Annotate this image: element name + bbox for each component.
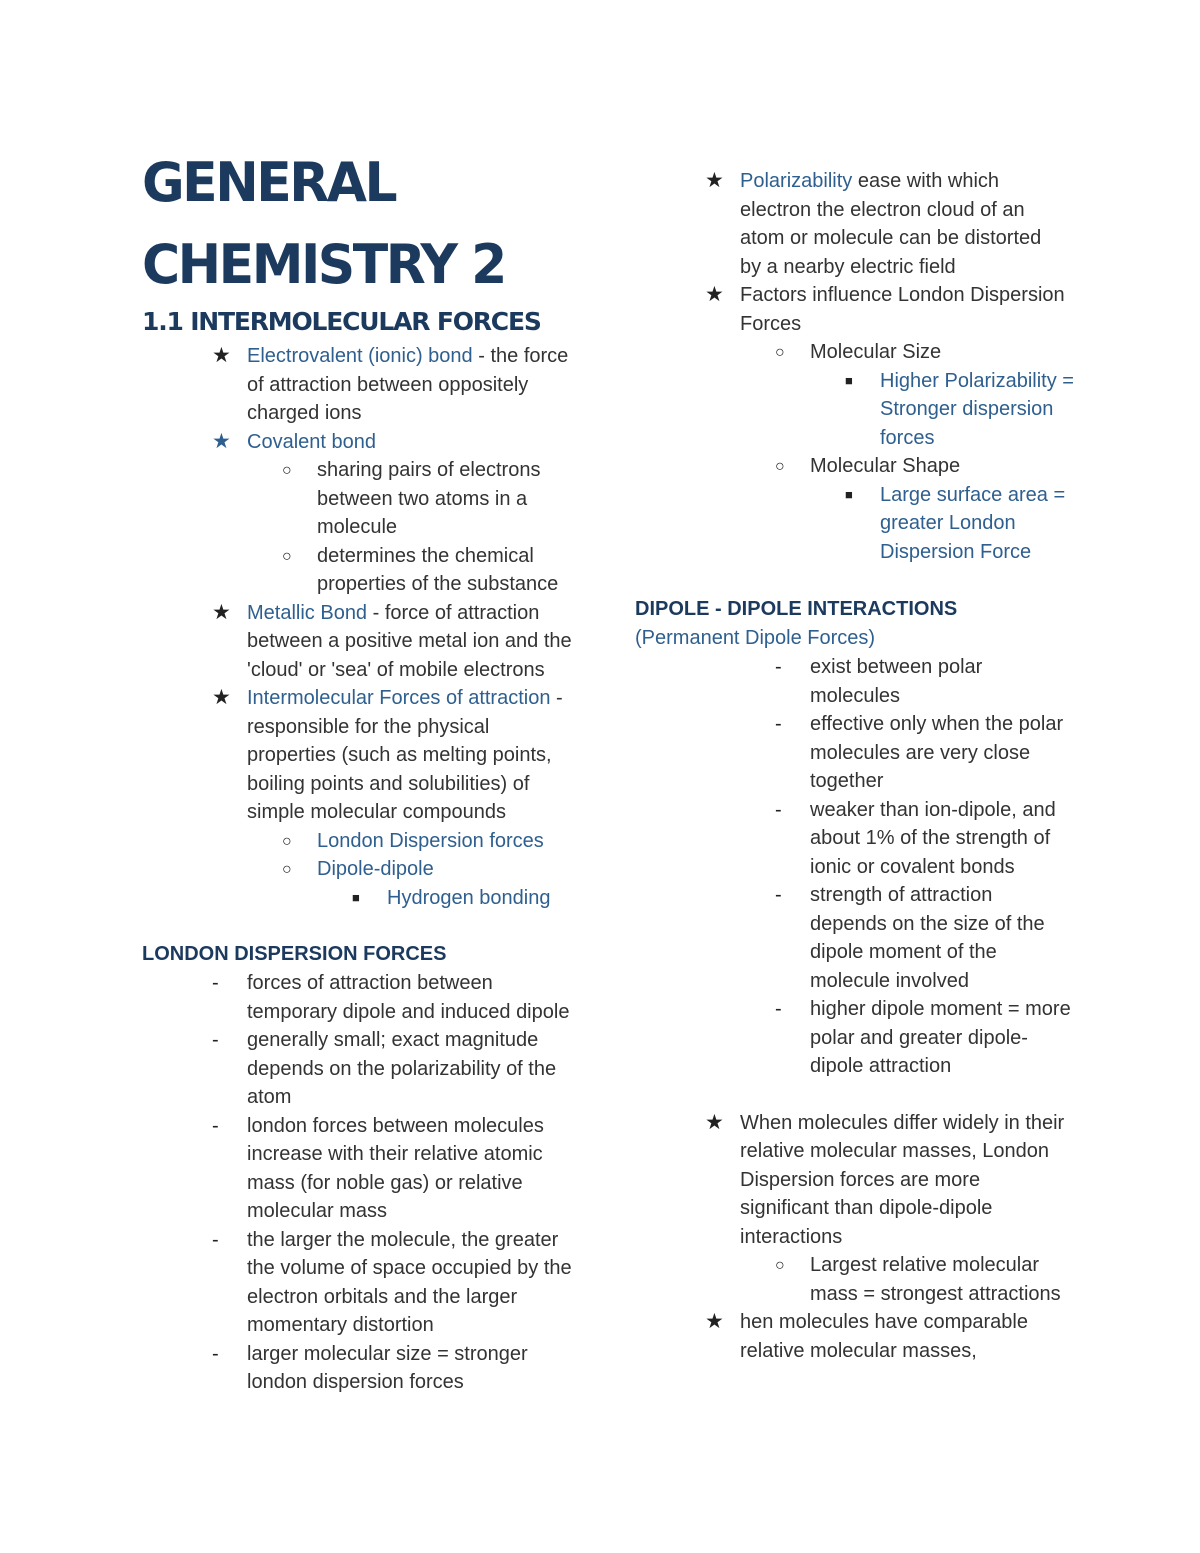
highlighted-term: Large surface area = [880,483,1066,506]
london-heading: LONDON DISPERSION FORCES [142,943,447,965]
body-text: polar and greater dipole- [810,1026,1028,1049]
list-item-line [142,770,582,799]
list-item-line [142,827,582,856]
list-item-line [635,481,1075,510]
body-text: atom [247,1086,292,1108]
list-item-line [635,767,1075,796]
body-text: london dispersion forces [247,1371,464,1393]
list-item-line [635,509,1075,538]
list-item-line [142,1340,582,1369]
square-bullet-icon: ■ [845,486,853,502]
list-item-line [635,424,1075,453]
list-item-line [142,1169,582,1198]
highlighted-term: Covalent bond [247,430,376,453]
list-item-line [635,682,1075,711]
list-item-line [635,367,1075,396]
list-item-line [635,1024,1075,1053]
body-text: exist between polar [810,656,983,678]
body-text: ionic or covalent bonds [810,855,1015,878]
highlighted-term: Dispersion Force [880,540,1032,563]
intro-list [142,342,582,912]
list-item-line [142,656,582,685]
list-item-line [635,253,1075,282]
list-item-line [635,1308,1075,1337]
body-text: the volume of space occupied by the [247,1257,572,1279]
body-text: between a positive metal ion and the [247,630,572,652]
document-title [142,142,582,306]
body-text: depends on the polarizability of the [247,1057,557,1080]
list-item-line [142,1254,582,1283]
star-bullet-icon: ★ [212,600,231,624]
body-text: of attraction between oppositely [247,373,529,396]
star-bullet-icon: ★ [212,344,231,367]
list-item-line [635,995,1075,1024]
highlighted-term: Higher Polarizability = [880,369,1074,392]
body-text: When molecules differ widely in their [740,1111,1065,1134]
comparison-list [635,1109,1075,1366]
dipole-heading: DIPOLE - DIPOLE INTERACTIONS [635,598,958,620]
list-item-line [142,542,582,571]
body-text: charged ions [247,402,362,424]
body-text: weaker than ion-dipole, and [810,798,1056,821]
body-text: determines the chemical [317,544,534,567]
body-text: by a nearby electric field [740,255,956,278]
body-text: molecular mass [247,1200,388,1222]
list-item-line [142,599,582,628]
list-item-line [635,881,1075,910]
body-text: - the force [472,345,569,367]
list-item-line [142,969,582,998]
body-text: the larger the molecule, the greater [247,1228,559,1251]
body-text: Largest relative molecular [810,1254,1039,1276]
list-item-line [142,1226,582,1255]
body-text: relative molecular masses, London [740,1140,1050,1162]
list-item-line [142,428,582,457]
list-item-line [142,485,582,514]
body-text: boiling points and solubilities) of [247,772,530,795]
list-item-line [142,855,582,884]
body-text: increase with their relative atomic [247,1143,543,1165]
star-bullet-icon: ★ [705,1310,724,1333]
list-item-line [635,1109,1075,1138]
list-item-line [142,570,582,599]
body-text: hen molecules have comparable [740,1311,1028,1333]
list-item-line [635,653,1075,682]
dash-bullet: - [212,1114,219,1137]
list-item-line [142,456,582,485]
list-item-line [142,371,582,400]
list-item-line [142,627,582,656]
list-item-line [635,710,1075,739]
list-item-line [635,338,1075,367]
list-item-line [142,1368,582,1397]
title-line-2: CHEMISTRY 2 [142,233,505,297]
list-item-line [635,938,1075,967]
body-text: Dispersion forces are more [740,1168,981,1191]
list-item-line [142,741,582,770]
body-text: interactions [740,1225,843,1248]
dash-bullet: - [775,998,782,1020]
body-text: ease with which [852,170,1000,192]
body-text: dipole attraction [810,1055,952,1077]
list-item-line [142,342,582,371]
circle-bullet-icon: ○ [775,1257,785,1274]
right-column [635,167,1075,1365]
list-item-line [635,310,1075,339]
london-list [142,969,582,1397]
body-text: molecules [810,684,901,707]
list-item-line [635,1280,1075,1309]
title-line-1: GENERAL [142,151,396,215]
highlighted-term: Electrovalent (ionic) bond [247,345,473,367]
list-item-line [635,1052,1075,1081]
body-text: sharing pairs of electrons [317,459,541,481]
highlighted-term: forces [880,426,935,449]
list-item-line [635,967,1075,996]
list-item-line [142,1083,582,1112]
circle-bullet-icon: ○ [282,861,292,878]
body-text: between two atoms in a [317,487,528,510]
list-item-line [635,1166,1075,1195]
star-bullet-icon: ★ [705,1110,724,1134]
body-text: momentary distortion [247,1314,434,1336]
left-column [142,146,582,1397]
body-text: atom or molecule can be distorted [740,227,1042,249]
highlighted-term: London Dispersion forces [317,829,544,852]
body-text: generally small; exact magnitude [247,1029,539,1051]
body-text: - [550,687,563,709]
body-text: london forces between molecules [247,1114,544,1137]
list-item-line [142,1311,582,1340]
list-item-line [142,998,582,1027]
body-text: electron the electron cloud of an [740,198,1025,221]
star-bullet-icon: ★ [705,169,724,192]
list-item-line [142,513,582,542]
highlighted-term: Polarizability [740,170,853,192]
body-text: Factors influence London Dispersion [740,284,1065,306]
section-heading: 1.1 INTERMOLECULAR FORCES [142,307,541,336]
highlighted-term: Dipole-dipole [317,858,434,880]
list-item-line [635,1223,1075,1252]
body-text: mass (for noble gas) or relative [247,1171,523,1194]
body-text: properties of the substance [317,573,559,595]
list-item-line [142,399,582,428]
list-item-line [635,853,1075,882]
body-text: - force of attraction [367,601,540,624]
body-text: Molecular Shape [810,455,961,477]
body-text: properties (such as melting points, [247,744,552,766]
body-text: Molecular Size [810,341,942,363]
body-text: dipole moment of the [810,941,997,963]
body-text: electron orbitals and the larger [247,1285,518,1308]
body-text: about 1% of the strength of [810,827,1051,849]
list-item-line [635,452,1075,481]
list-item-line [142,713,582,742]
list-item-line [142,1055,582,1084]
dipole-subheading: (Permanent Dipole Forces) [635,627,876,649]
body-text: relative molecular masses, [740,1339,977,1362]
body-text: responsible for the physical [247,715,490,738]
highlighted-term: Stronger dispersion [880,398,1054,420]
square-bullet-icon: ■ [845,372,853,388]
list-item-line [635,538,1075,567]
body-text: temporary dipole and induced dipole [247,1000,570,1023]
list-item-line [635,224,1075,253]
star-bullet-icon: ★ [212,429,231,453]
list-item-line [635,824,1075,853]
star-bullet-icon: ★ [705,283,724,306]
square-bullet-icon: ■ [352,889,360,905]
circle-bullet-icon: ○ [775,344,785,361]
list-item-line [635,167,1075,196]
body-text: simple molecular compounds [247,801,507,823]
list-item-line [142,1140,582,1169]
body-text: higher dipole moment = more [810,998,1071,1020]
dash-bullet: - [212,1342,219,1365]
list-item-line [635,1337,1075,1366]
body-text: 'cloud' or 'sea' of mobile electrons [247,658,545,681]
body-text: molecule involved [810,969,969,992]
body-text: molecules are very close [810,741,1031,764]
body-text: significant than dipole-dipole [740,1197,993,1219]
circle-bullet-icon: ○ [282,462,292,479]
circle-bullet-icon: ○ [282,547,292,565]
list-item-line [635,196,1075,225]
list-item-line [635,1251,1075,1280]
body-text: Forces [740,312,802,335]
star-bullet-icon: ★ [212,686,231,709]
list-item-line [635,1194,1075,1223]
body-text: together [810,770,884,792]
dash-bullet: - [212,1228,219,1251]
highlighted-term: Metallic Bond [247,601,368,624]
dash-bullet: - [775,656,782,678]
list-item-line [635,1137,1075,1166]
dash-bullet: - [212,1029,219,1051]
body-text: effective only when the polar [810,713,1064,735]
body-text: strength of attraction [810,884,993,906]
body-text: mass = strongest attractions [810,1282,1061,1305]
list-item-line [635,281,1075,310]
list-item-line [142,798,582,827]
list-item-line [635,739,1075,768]
list-item-line [142,1112,582,1141]
list-item-line [142,684,582,713]
dash-bullet: - [775,884,782,906]
list-item-line [142,1026,582,1055]
highlighted-term: Intermolecular Forces of attraction [247,687,551,709]
list-item-line [142,884,582,913]
list-item-line [635,796,1075,825]
dash-bullet: - [775,798,782,821]
list-item-line [142,1197,582,1226]
list-item-line [635,910,1075,939]
list-item-line [635,395,1075,424]
polarizability-list [635,167,1075,566]
body-text: molecule [317,516,398,538]
dash-bullet: - [775,713,782,735]
dash-bullet: - [212,972,219,994]
circle-bullet-icon: ○ [775,458,785,475]
dipole-list [635,653,1075,1081]
body-text: depends on the size of the [810,912,1045,935]
body-text: forces of attraction between [247,972,493,994]
list-item-line [142,1283,582,1312]
circle-bullet-icon: ○ [282,832,292,850]
highlighted-term: Hydrogen bonding [387,886,551,909]
body-text: larger molecular size = stronger [247,1342,528,1365]
highlighted-term: greater London [880,512,1016,534]
